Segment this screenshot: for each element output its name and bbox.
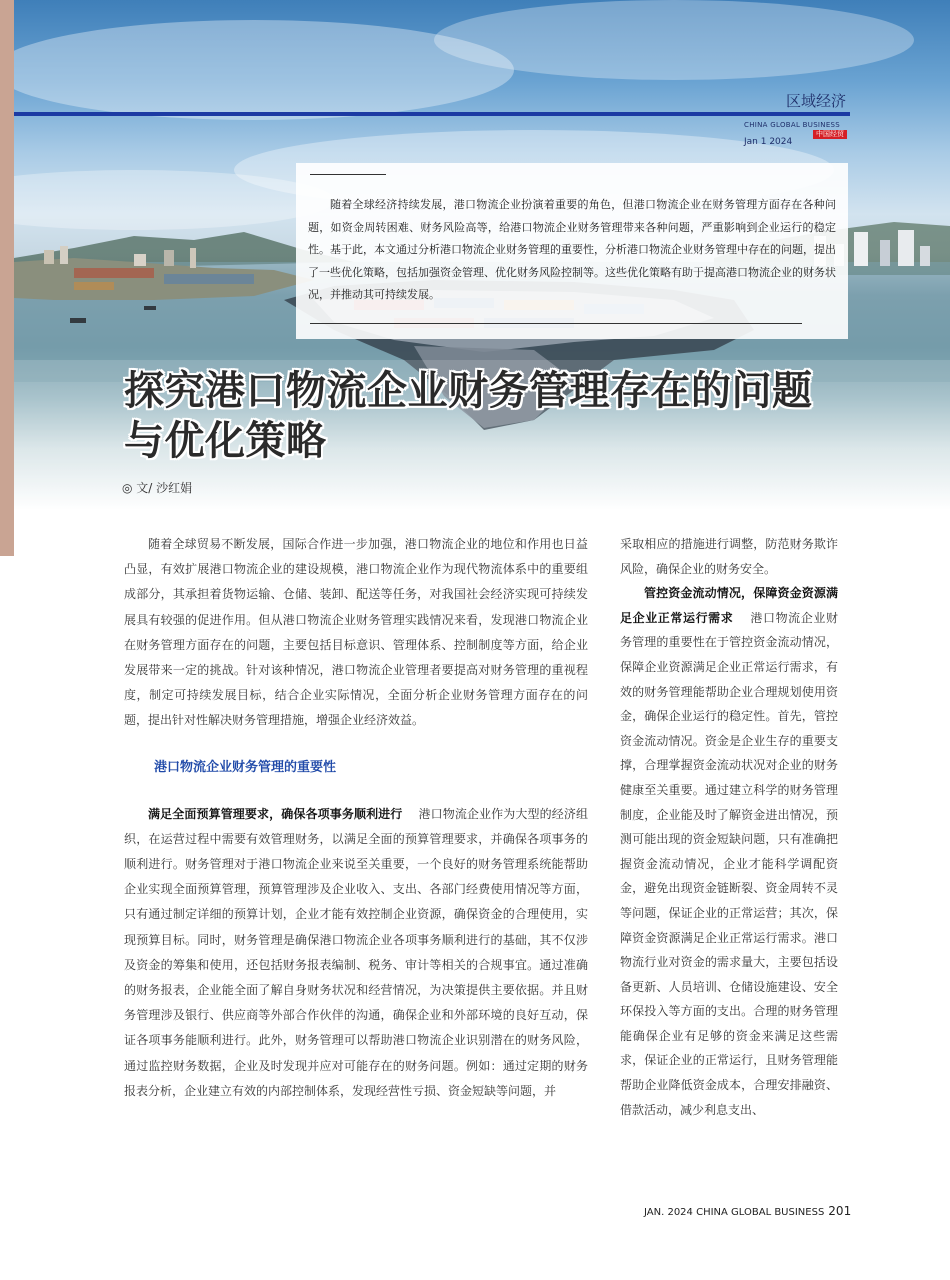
run-in-heading-funds: 管控资金流动情况，保障资金资源满足企业正常运行需求 (620, 586, 838, 625)
paragraph-funds (620, 581, 838, 1122)
intro-paragraph: 随着全球贸易不断发展，国际合作进一步加强，港口物流企业的地位和作用也日益凸显，有效扩展港口物流企业的建设规模，港口物流企业作为现代物流体系中的重要组成部分，其承担着货物运输、仓储、装卸、配送等任务，对我国社会经济实现可持续发展具有较强的促进作用。但从港口物流企业财务管理实践情况来看，发现港口物流企业在财务管理方面存在的问题，主要包括目标意识、管理体系、控制制度等方面，给企业发展带来一定的挑战。针对该种情况，港口物流企业管理者要提高对财务管理的重视程度，制定可持续发展目标，结合企业实际情况，全面分析企业财务管理方面存在的问题，提出针对性解决财务管理措施，增强企业经济效益。 (124, 537, 588, 728)
author-byline: ◎ 文/ 沙红娟 (122, 481, 193, 495)
magazine-logo: 中国经贸 (813, 130, 847, 139)
abstract-box (296, 163, 848, 339)
abstract-text: 随着全球经济持续发展，港口物流企业扮演着重要的角色，但港口物流企业在财务管理方面存在各种问题，如资金周转困难、财务风险高等，给港口物流企业财务管理带来各种问题，严重影响到企业运行的稳定性。基于此，本文通过分析港口物流企业财务管理的重要性，分析港口物流企业财务管理中存在的问题，提出了一些优化策略，包括加强资金管理、优化财务风险控制等。这些优化策略有助于提高港口物流企业的财务状况，并推动其可持续发展。 (308, 198, 836, 301)
side-accent-strip (0, 0, 14, 556)
issue-date: Jan 1 2024 (744, 137, 793, 147)
abstract-bottom-rule (310, 323, 802, 324)
paragraph-funds-body: 港口物流企业财务管理的重要性在于管控资金流动情况，保障企业资源满足企业正常运行需求，有效的财务管理能帮助企业合理规划使用资金，确保企业运行的稳定性。首先，管控资金流动情况。资金是企业生存的重要支撑，合理掌握资金流动状况对企业的财务健康至关重要。通过建立科学的财务管理制度，企业能及时了解资金进出情况，预测可能出现的资金短缺问题，只有准确把握资金流动情况，企业才能科学调配资金，避免出现资金链断裂、资金周转不灵等问题，保证企业的正常运营；其次，保障资金资源满足企业正常运行需求。港口物流行业对资金的需求量大，主要包括设备更新、人员培训、仓储设施建设、安全环保投入等方面的支出。合理的财务管理能确保企业有足够的资金来满足这些需求，保证企业的正常运行，且财务管理能帮助企业降低资金成本，合理安排融资、借款活动，减少利息支出、 (620, 610, 838, 1117)
magazine-name: CHINA GLOBAL BUSINESS (744, 121, 841, 129)
left-column (124, 532, 588, 1104)
page-footer (644, 1204, 851, 1218)
paragraph-budget-body: 港口物流企业作为大型的经济组织，在运营过程中需要有效管理财务，以满足全面的预算管理要求，并确保各项事务的顺利进行。财务管理对于港口物流企业来说至关重要，一个良好的财务管理系统能帮助企业实现全面预算管理，预算管理涉及企业收入、支出、各部门经费使用情况等方面，只有通过制定详细的预算计划，企业才能有效控制企业资源，确保资金的合理使用，实现预算目标。同时，财务管理是确保港口物流企业各项事务顺利进行的基础，其不仅涉及资金的筹集和使用，还包括财务报表编制、税务、审计等相关的合规事宜。通过准确的财务报表，企业能全面了解自身财务状况和经营情况，为决策提供主要依据。并且财务管理涉及银行、供应商等外部合作伙伴的沟通，确保企业和外部环境的良好互动，保证各项事务能顺利进行。此外，财务管理可以帮助港口物流企业识别潜在的财务风险，通过监控财务数据，企业及时发现并应对可能存在的财务问题。例如：通过定期的财务报表分析，企业建立有效的内部控制体系，发现经营性亏损、资金短缺等问题，并 (124, 806, 588, 1098)
section-label: 区域经济 (785, 92, 846, 110)
header-rule (14, 112, 850, 116)
footer-text: JAN. 2024 CHINA GLOBAL BUSINESS (644, 1207, 825, 1218)
section-subheading: 港口物流企业财务管理的重要性 (154, 759, 337, 775)
paragraph-budget (124, 802, 588, 1104)
title-line-2: 与优化策略 (124, 418, 327, 464)
page-number: 201 (828, 1204, 852, 1218)
magazine-badge (744, 121, 854, 148)
article-title (124, 366, 884, 466)
continued-paragraph: 采取相应的措施进行调整，防范财务欺诈风险，确保企业的财务安全。 (620, 537, 838, 576)
right-column (620, 532, 838, 1122)
run-in-heading-budget: 满足全面预算管理要求，确保各项事务顺利进行 (148, 806, 403, 821)
title-line-1: 探究港口物流企业财务管理存在的问题 (124, 368, 813, 414)
abstract-top-rule (310, 174, 386, 175)
